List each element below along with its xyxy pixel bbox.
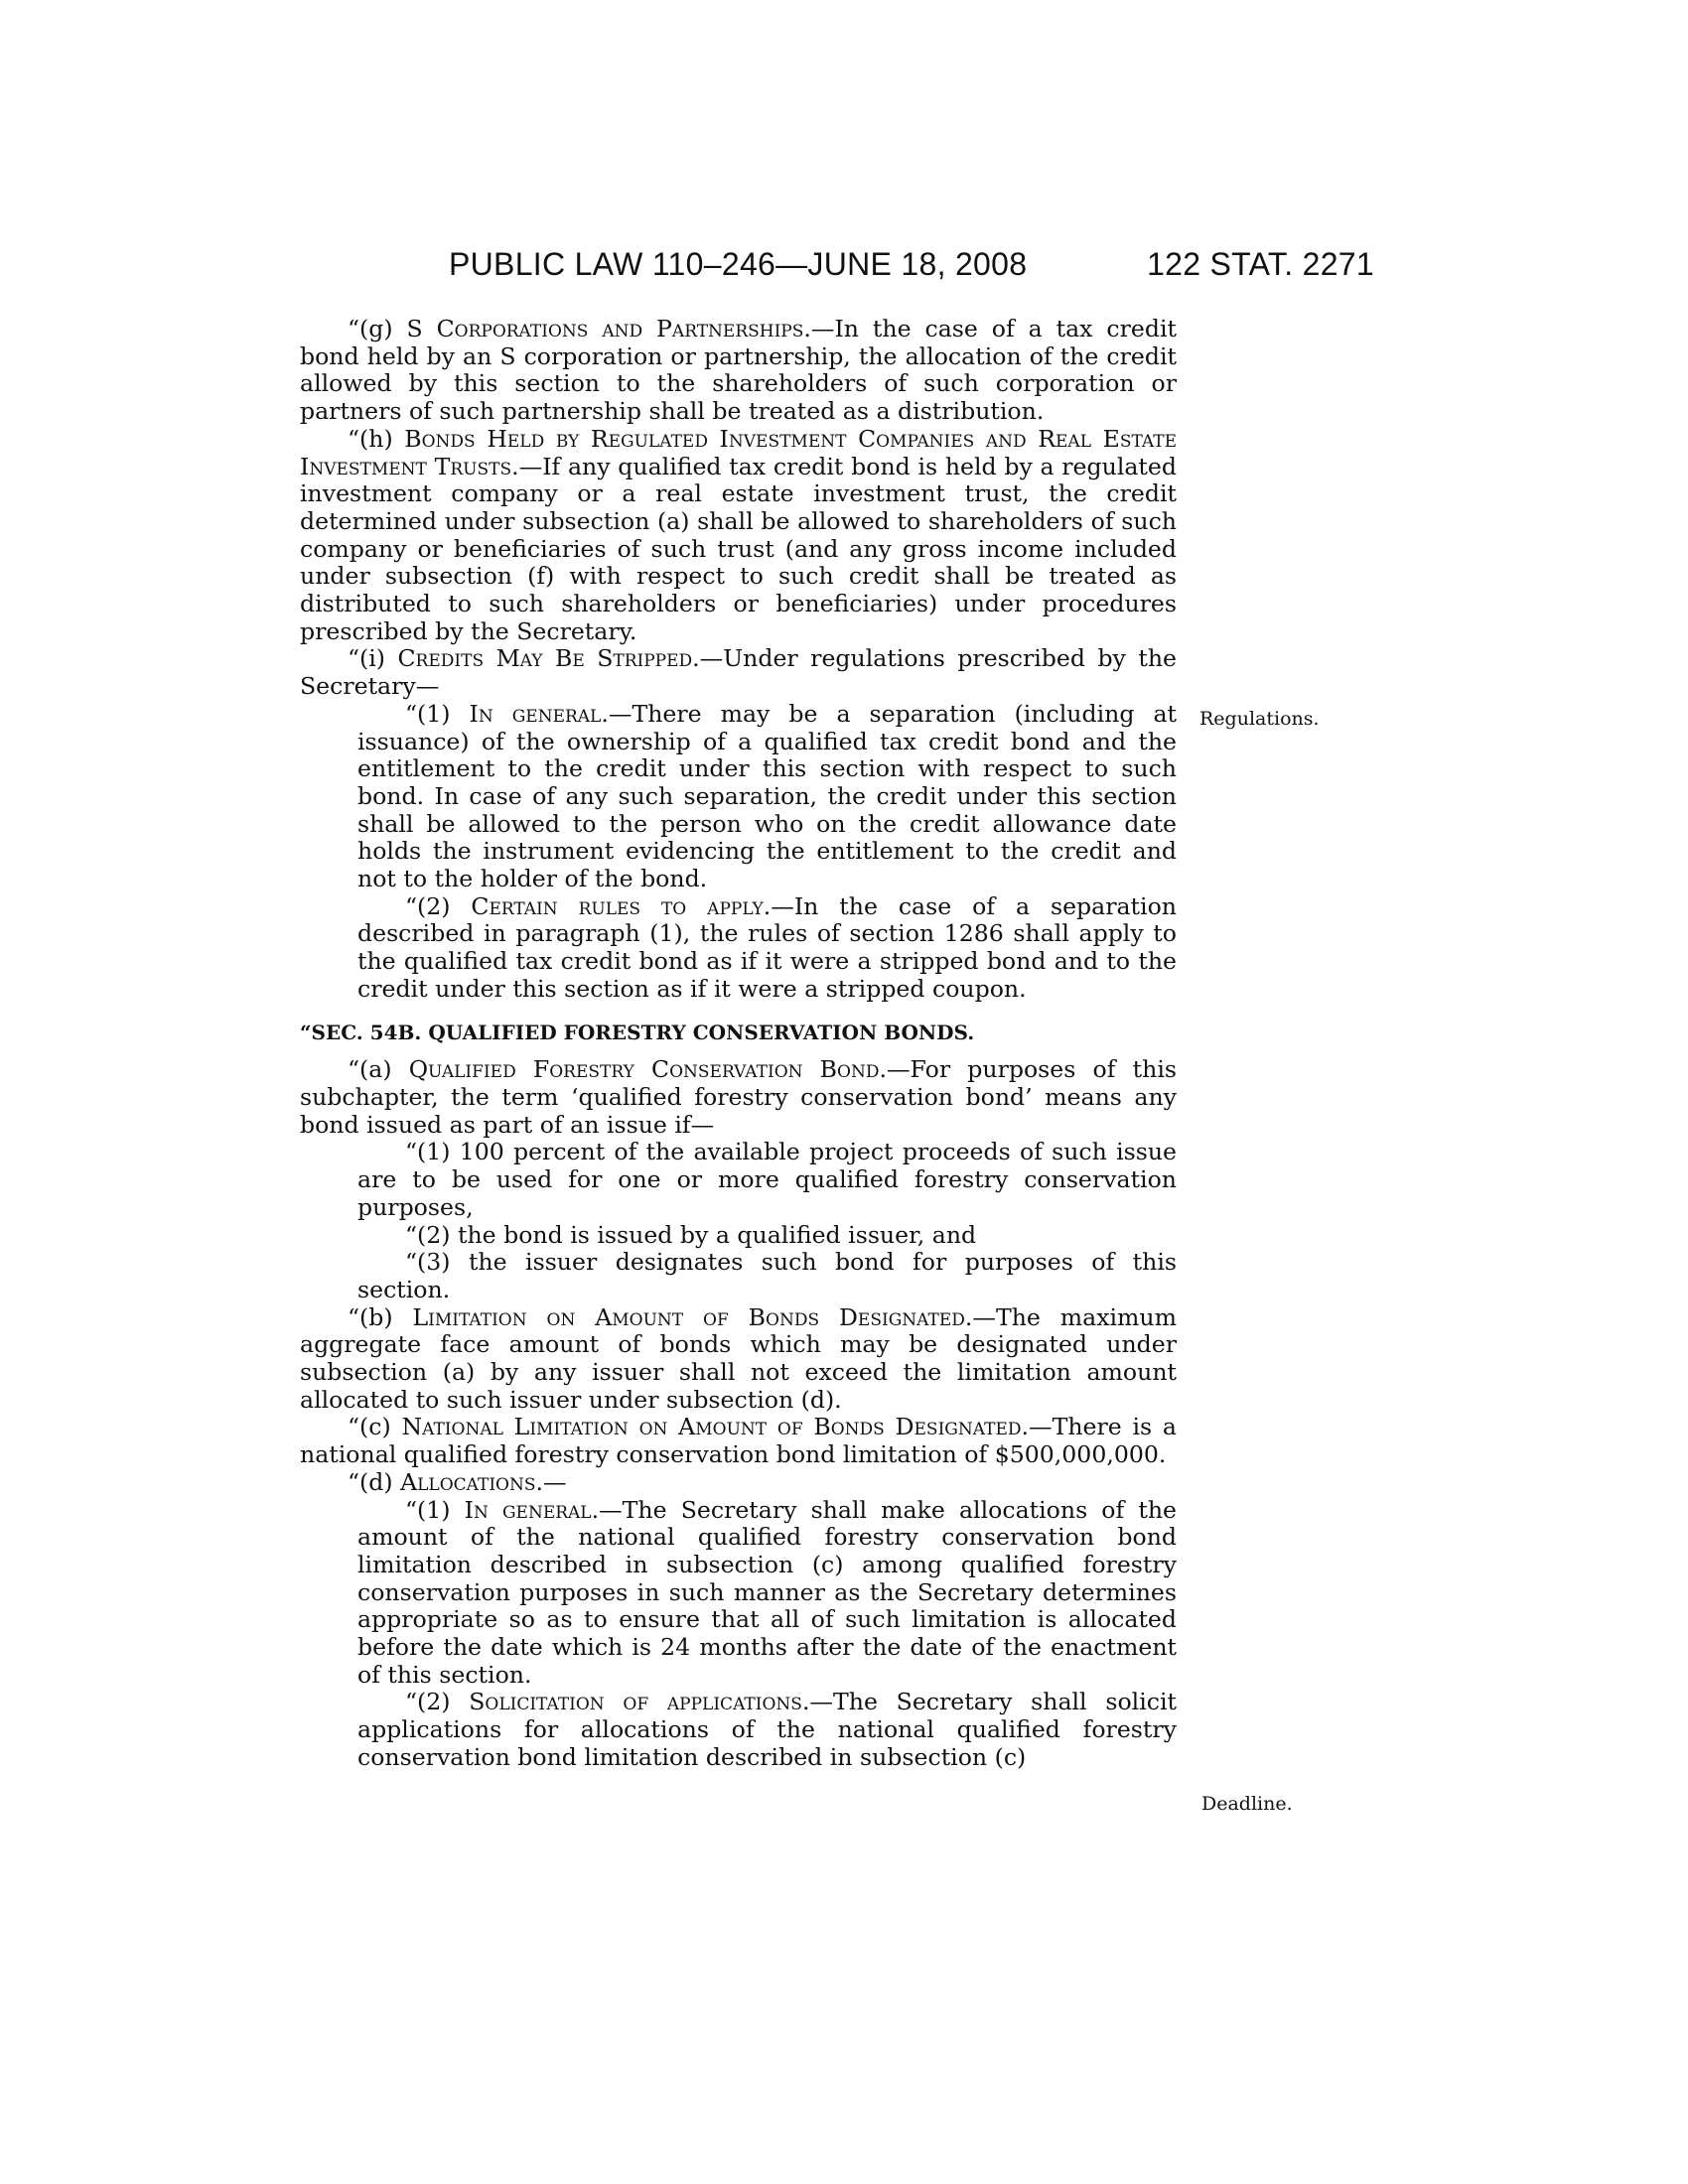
paragraph-d-2-heading: Solicitation of applications <box>469 1688 802 1716</box>
paragraph-i-2: “(2) Certain rules to apply.—In the case of a separation described in paragraph (1), the rules of section 1286 shall apply to the qualified tax credit bond as if it were a stripped bond and to the credit under this section as if it were a stripped coupon. <box>357 891 1177 1003</box>
margin-note-deadline: Deadline. <box>1201 1793 1293 1815</box>
page-header <box>300 246 1374 286</box>
section-heading-54b: “SEC. 54B. QUALIFIED FORESTRY CONSERVATION BONDS. <box>300 1020 975 1044</box>
margin-note-regulations: Regulations. <box>1199 708 1320 730</box>
paragraph-h-heading: Bonds Held by Regulated Investment Companies and Real Estate Investment Trusts <box>300 424 1177 480</box>
paragraph-a-heading: Qualified Forestry Conservation Bond <box>408 1055 880 1084</box>
paragraph-c-heading: National Limitation on Amount of Bonds Designated <box>401 1413 1022 1441</box>
paragraph-a-3: “(3) the issuer designates such bond for purposes of this section. <box>357 1248 1177 1303</box>
paragraph-i-heading: Credits May Be Stripped <box>397 644 693 673</box>
paragraph-b-heading: Limitation on Amount of Bonds Designated <box>412 1302 965 1331</box>
paragraph-a: “(a) Qualified Forestry Conservation Bond.—For purposes of this subchapter, the term ‘qualified forestry conservation bond’ means any bond issued as part of an issue if— <box>300 1055 1177 1139</box>
paragraph-d: “(d) Allocations.— <box>348 1467 567 1496</box>
header-page-ref: 122 STAT. 2271 <box>1147 246 1374 282</box>
header-title: PUBLIC LAW 110–246—JUNE 18, 2008 <box>449 246 1028 282</box>
paragraph-d-2: “(2) Solicitation of applications.—The Secretary shall solicit applications for allocations of the national qualified forestry conservation bond limitation described in subsection (c) <box>357 1688 1177 1771</box>
document-body <box>300 316 1177 1772</box>
paragraph-g: “(g) S Corporations and Partnerships.—In the case of a tax credit bond held by an S corporation or partnership, the allocation of the credit allowed by this section to the shareholders of such corporation or partners of such partnership shall be treated as a distribution. <box>300 315 1177 426</box>
paragraph-d-1-heading: In general <box>464 1495 592 1524</box>
paragraph-i: “(i) Credits May Be Stripped.—Under regulations prescribed by the Secretary— <box>300 644 1177 701</box>
paragraph-g-heading: S Corporations and Partnerships <box>406 315 804 342</box>
paragraph-a-2: “(2) the bond is issued by a qualified issuer, and <box>405 1220 977 1249</box>
paragraph-d-heading: Allocations <box>400 1467 536 1496</box>
paragraph-c: “(c) National Limitation on Amount of Bonds Designated.—There is a national qualified forestry conservation bond limitation of $500,000,000. <box>300 1413 1177 1469</box>
paragraph-d-1: “(1) In general.—The Secretary shall make allocations of the amount of the national qualified forestry conservation bond limitation described in subsection (c) among qualified forestry conservation purposes in such manner as the Secretary determines appropriate so as to ensure that all of such limitation is allocated before the date which is 24 months after the date of the enactment of this section. <box>357 1495 1178 1689</box>
paragraph-i-1-heading: In general <box>469 699 602 728</box>
paragraph-h: “(h) Bonds Held by Regulated Investment Companies and Real Estate Investment Trusts.—If any qualified tax credit bond is held by a regulated investment company or a real estate investment trust, the credit determined under subsection (a) shall be allowed to shareholders of such company or beneficiaries of such trust (and any gross income included under subsection (f) with respect to such credit shall be treated as distributed to such shareholders or beneficiaries) under procedures prescribed by the Secretary. <box>300 424 1177 645</box>
paragraph-i-2-heading: Certain rules to apply <box>471 891 764 920</box>
paragraph-b: “(b) Limitation on Amount of Bonds Designated.—The maximum aggregate face amount of bonds which may be designated under subsection (a) by any issuer shall not exceed the limitation amount allocated to such issuer under subsection (d). <box>300 1302 1177 1414</box>
paragraph-a-1: “(1) 100 percent of the available project proceeds of such issue are to be used for one or more qualified forestry conservation purposes, <box>357 1138 1177 1221</box>
paragraph-i-1: “(1) In general.—There may be a separation (including at issuance) of the ownership of a qualified tax credit bond and the entitlement to the credit under this section with respect to such bond. In case of any such separation, the credit under this section shall be allowed to the person who on the credit allowance date holds the instrument evidencing the entitlement to the credit and not to the holder of the bond. <box>357 699 1177 893</box>
